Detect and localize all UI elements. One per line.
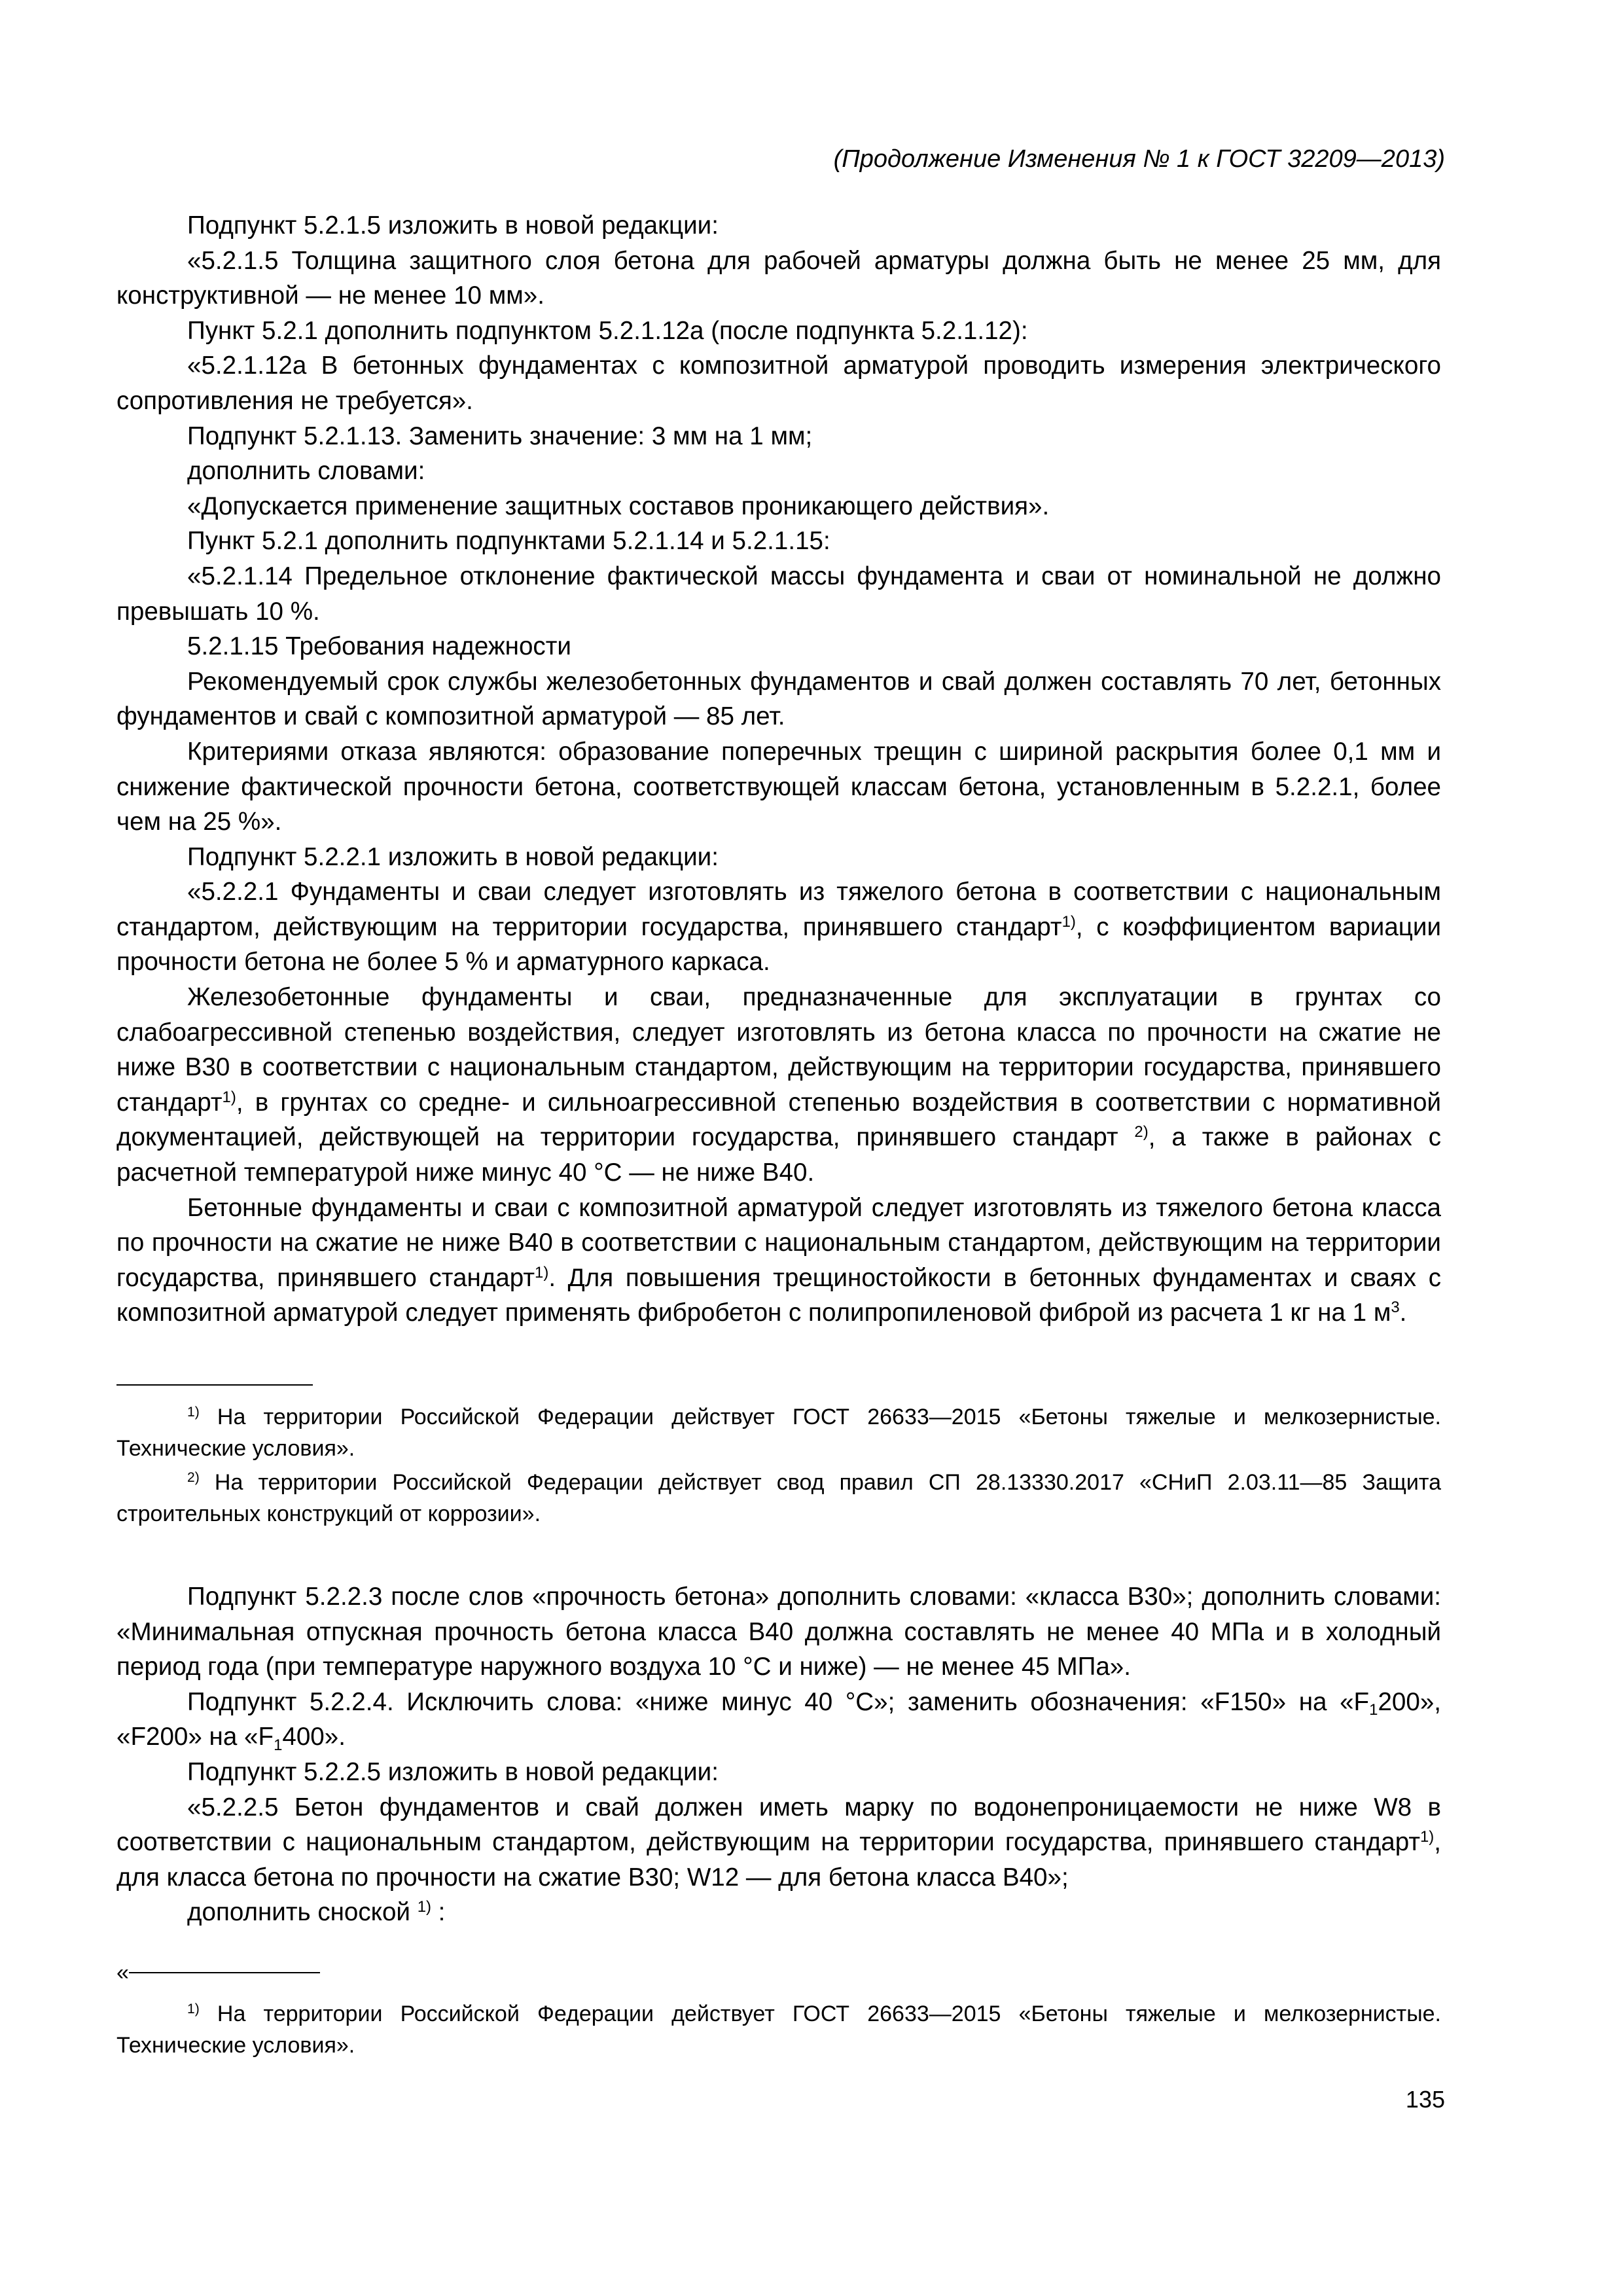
paragraph: Подпункт 5.2.2.1 изложить в новой редакции: <box>187 842 719 871</box>
running-header: (Продолжение Изменения № 1 к ГОСТ 32209—2013) <box>833 145 1445 173</box>
paragraph: Критериями отказа являются: образование поперечных трещин с шириной раскрытия более 0,1 мм и снижение фактической прочности бетона, соответствующей классам бетона, установленным в 5.2.2.1, более чем на 25 %». <box>116 737 1441 836</box>
paragraph-5224: Подпункт 5.2.2.4. Исключить слова: «ниже минус 40 °С»; заменить обозначения: «F150» на «$F_1200$», «F200» на «$F_1400$». <box>116 1687 1441 1754</box>
paragraph: дополнить словами: <box>187 457 425 486</box>
footnote-ref: 1) <box>417 1898 431 1916</box>
paragraph-reinforced: Железобетонные фундаменты и сваи, предназначенные для эксплуатации в грунтах со слабоагрессивной степенью воздействия, следует изготовлять из бетона класса по прочности на сжатие не ниже В30 в соответствии с национальным стандартом, действующим на территории государства, принявшего стандарт$^{1)}$, в грунтах со средне- и сильноагрессивной степенью воздействия в соответствии с нормативной документацией, действующей на территории государства, принявшего стандарт $^{2)}$, а также в районах с расчетной температурой ниже минус 40 °С — не ниже В40. <box>116 983 1441 1187</box>
paragraph-5225: «5.2.2.5 Бетон фундаментов и свай должен иметь марку по водонепроницаемости не ниже W8 в соответствии с национальным стандартом, действующим на территории государства, принявшего стандарт$^{1)}$, для класса бетона по прочности на сжатие В30; W12 — для бетона класса В40»; <box>116 1793 1441 1892</box>
footnote-ref: 1) <box>1061 912 1076 931</box>
paragraph: Подпункт 5.2.1.5 изложить в новой редакции: <box>187 211 719 240</box>
footnote: $^{1)}$ На территории Российской Федерации действует ГОСТ 26633—2015 «Бетоны тяжелые и мелкозернистые. Технические условия». <box>116 2001 1441 2058</box>
paragraph: Подпункт 5.2.1.13. Заменить значение: 3 мм на 1 мм; <box>187 422 813 450</box>
footnote-ref: 1) <box>535 1263 549 1282</box>
paragraph: «5.2.1.14 Предельное отклонение фактической массы фундамента и сваи от номинальной не должно превышать 10 %. <box>116 562 1441 626</box>
footnote-divider-quoted: « <box>116 1963 1441 1982</box>
footnote-ref: 1) <box>1420 1828 1435 1846</box>
footnote: $^{2)}$ На территории Российской Федерации действует свод правил СП 28.13330.2017 «СНиП 2.03.11—85 Защита строительных конструкций от коррозии». <box>116 1470 1441 1526</box>
paragraph-5223: Подпункт 5.2.2.3 после слов «прочность бетона» дополнить словами: «класса В30»; дополнить словами: «Минимальная отпускная прочность бетона класса В40 должна составлять не менее 40 МПа и в холодный период года (при температуре наружного воздуха 10 °С и ниже) — не менее 45 МПа». <box>116 1583 1441 1681</box>
footnote: $^{1)}$ На территории Российской Федерации действует ГОСТ 26633—2015 «Бетоны тяжелые и мелкозернистые. Технические условия». <box>116 1405 1441 1461</box>
paragraph-5221: «5.2.2.1 Фундаменты и сваи следует изготовлять из тяжелого бетона в соответствии с национальным стандартом, действующим на территории государства, принявшего стандарт$^{1)}$, с коэффициентом вариации прочности бетона не более 5 % и арматурного каркаса. <box>116 878 1442 977</box>
paragraph: «5.2.1.12а В бетонных фундаментах с композитной арматурой проводить измерения электрического сопротивления не требуется». <box>116 351 1441 415</box>
paragraph: Подпункт 5.2.2.5 изложить в новой редакции: <box>187 1757 719 1786</box>
footnote-divider <box>116 1384 313 1386</box>
paragraph: «Допускается применение защитных составов проникающего действия». <box>187 492 1050 520</box>
paragraph: дополнить сноской $^{1)}$ : <box>187 1898 446 1927</box>
paragraph-composite: Бетонные фундаменты и сваи с композитной арматурой следует изготовлять из тяжелого бетона класса по прочности на сжатие не ниже В40 в соответствии с национальным стандартом, действующим на территории государства, принявшего стандарт$^{1)}$. Для повышения трещиностойкости в бетонных фундаментах и сваях с композитной арматурой следует применять фибробетон с полипропиленовой фиброй из расчета 1 кг на 1 $м^3$. <box>116 1193 1441 1327</box>
footnote-ref: 2) <box>1134 1123 1149 1141</box>
paragraph: Пункт 5.2.1 дополнить подпунктами 5.2.1.14 и 5.2.1.15: <box>187 527 830 556</box>
paragraph: 5.2.1.15 Требования надежности <box>187 632 571 661</box>
main-text <box>116 208 1441 2061</box>
page-number: 135 <box>1405 2086 1445 2113</box>
paragraph: Рекомендуемый срок службы железобетонных фундаментов и свай должен составлять 70 лет, бетонных фундаментов и свай с композитной арматурой — 85 лет. <box>116 667 1441 731</box>
paragraph: Пункт 5.2.1 дополнить подпунктом 5.2.1.12а (после подпункта 5.2.1.12): <box>187 316 1028 345</box>
paragraph: «5.2.1.5 Толщина защитного слоя бетона для рабочей арматуры должна быть не менее 25 мм, для конструктивной — не менее 10 мм». <box>116 246 1441 310</box>
superscript: 3 <box>1391 1299 1400 1317</box>
footnote-ref: 1) <box>222 1088 236 1106</box>
